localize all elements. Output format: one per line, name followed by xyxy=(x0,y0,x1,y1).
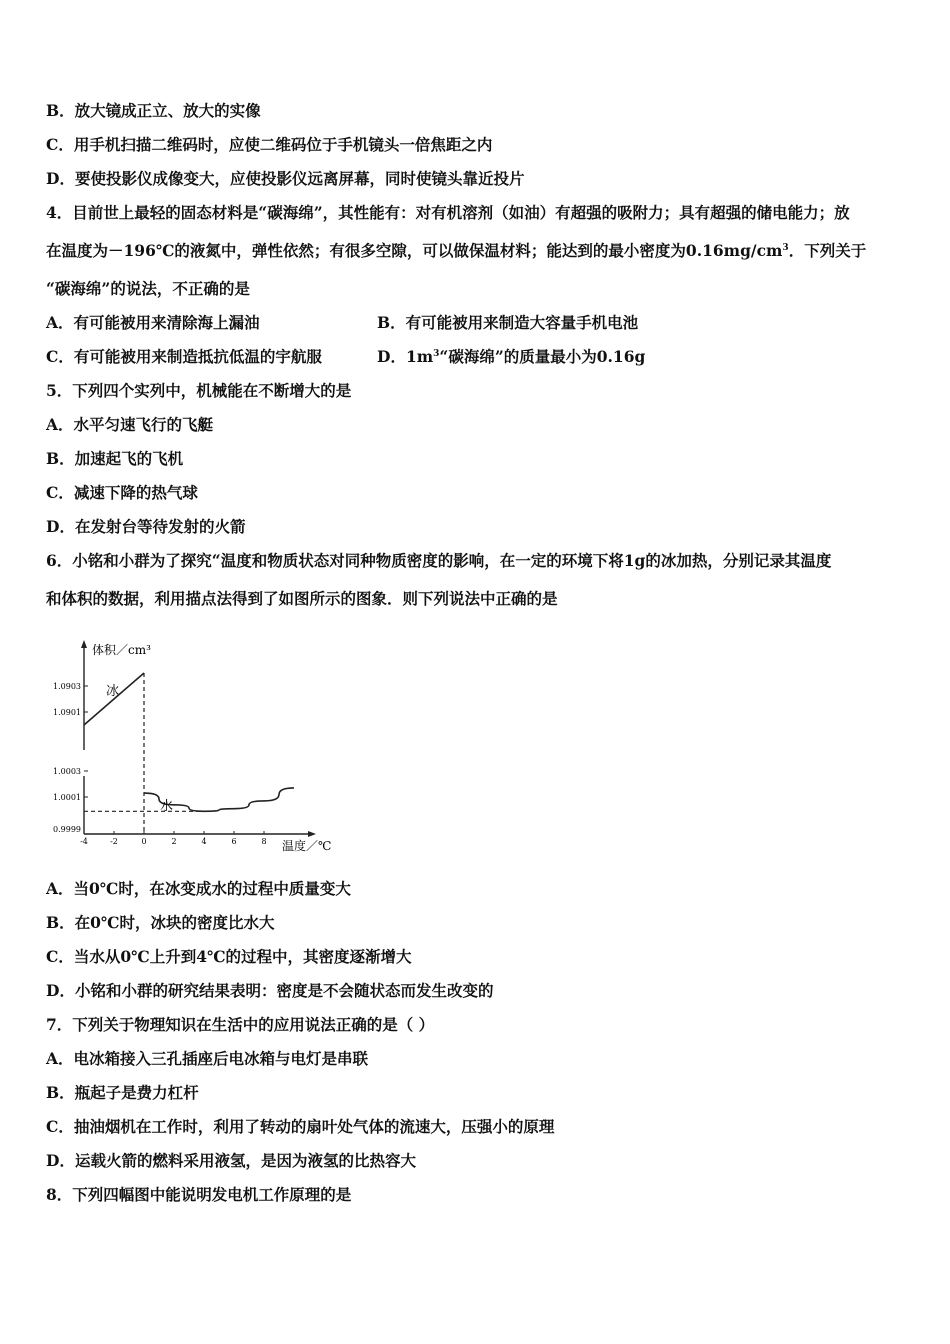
q7-option-d: D．运载火箭的燃料采用液氢，是因为液氢的比热容大 xyxy=(46,1151,416,1170)
x-tick-label: -4 xyxy=(80,837,88,846)
y-tick-label: 1.0901 xyxy=(53,708,81,717)
water-label: 水 xyxy=(160,799,174,814)
q3-option-d: D．要使投影仪成像变大，应使投影仪远离屏幕，同时使镜头靠近投片 xyxy=(46,169,525,188)
q4-option-b: B．有可能被用来制造大容量手机电池 xyxy=(377,313,639,332)
q4-stem-line2-sup: 3 xyxy=(782,242,789,253)
q4-option-c: C．有可能被用来制造抵抗低温的宇航服 xyxy=(46,347,322,366)
q4-stem-line3: “碳海绵”的说法，不正确的是 xyxy=(46,279,250,298)
q7-option-c: C．抽油烟机在工作时，利用了转动的扇叶处气体的流速大，压强小的原理 xyxy=(46,1117,555,1136)
q7-option-b: B．瓶起子是费力杠杆 xyxy=(46,1083,199,1102)
q6-stem-line1: 6．小铭和小群为了探究“温度和物质状态对同种物质密度的影响，在一定的环境下将1g的冰加热，分别记录其温度 xyxy=(46,551,832,570)
x-tick-label: 6 xyxy=(231,837,237,846)
q7-option-a: A．电冰箱接入三孔插座后电冰箱与电灯是串联 xyxy=(46,1049,369,1068)
q8-stem: 8．下列四幅图中能说明发电机工作原理的是 xyxy=(46,1185,352,1204)
q5-option-a: A．水平匀速飞行的飞艇 xyxy=(46,415,214,434)
x-tick-label: -2 xyxy=(110,837,118,846)
x-axis-arrow xyxy=(308,831,316,837)
q6-option-c: C．当水从0℃上升到4℃的过程中，其密度逐渐增大 xyxy=(46,947,412,966)
q4-option-a: A．有可能被用来清除海上漏油 xyxy=(46,313,260,332)
y-tick-label: 0.9999 xyxy=(53,825,81,834)
q4-option-d-sup: 3 xyxy=(433,348,440,359)
q5-option-d: D．在发射台等待发射的火箭 xyxy=(46,517,246,536)
q3-option-b: B．放大镜成正立、放大的实像 xyxy=(46,101,261,120)
volume-temperature-chart xyxy=(46,638,346,860)
q7-stem: 7．下列关于物理知识在生活中的应用说法正确的是（ ） xyxy=(46,1015,435,1034)
q3-option-c: C．用手机扫描二维码时，应使二维码位于手机镜头一倍焦距之内 xyxy=(46,135,493,154)
q4-option-d xyxy=(377,346,645,368)
y-tick-label: 1.0001 xyxy=(53,793,81,802)
x-tick-label: 0 xyxy=(141,837,147,846)
q5-option-c: C．减速下降的热气球 xyxy=(46,483,198,502)
q6-option-d: D．小铭和小群的研究结果表明：密度是不会随状态而发生改变的 xyxy=(46,981,494,1000)
q4-stem-line2-b: ．下列关于 xyxy=(788,241,867,260)
x-tick-label: 8 xyxy=(261,837,267,846)
x-tick-label: 2 xyxy=(171,837,177,846)
chart-ticks xyxy=(53,682,267,846)
q6-option-a: A．当0℃时，在冰变成水的过程中质量变大 xyxy=(46,879,351,898)
y-tick-label: 1.0903 xyxy=(53,682,81,691)
chart-xlabel: 温度／℃ xyxy=(282,839,332,853)
q5-stem: 5．下列四个实列中，机械能在不断增大的是 xyxy=(46,381,352,400)
q6-stem-line2: 和体积的数据，利用描点法得到了如图所示的图象．则下列说法中正确的是 xyxy=(46,589,558,608)
chart-axes xyxy=(81,640,316,837)
q6-option-b: B．在0℃时，冰块的密度比水大 xyxy=(46,913,275,932)
q4-option-d-b: “碳海绵”的质量最小为0.16g xyxy=(439,347,646,366)
q4-stem-line2 xyxy=(46,240,910,262)
y-tick-label: 1.0003 xyxy=(53,767,81,776)
ice-series-line xyxy=(84,673,144,725)
chart-ylabel: 体积／cm³ xyxy=(92,643,151,657)
x-tick-label: 4 xyxy=(201,837,207,846)
ice-label: 冰 xyxy=(106,684,120,699)
y-axis-arrow xyxy=(81,640,87,648)
q4-stem-line2-a: 在温度为－196℃的液氮中，弹性依然；有很多空隙，可以做保温材料；能达到的最小密度为0.16mg/cm xyxy=(46,241,783,260)
q4-option-d-a: D．1m xyxy=(377,347,434,366)
q5-option-b: B．加速起飞的飞机 xyxy=(46,449,184,468)
q4-stem-line1: 4．目前世上最轻的固态材料是“碳海绵”，其性能有：对有机溶剂（如油）有超强的吸附力；具有超强的储电能力；放 xyxy=(46,203,850,222)
